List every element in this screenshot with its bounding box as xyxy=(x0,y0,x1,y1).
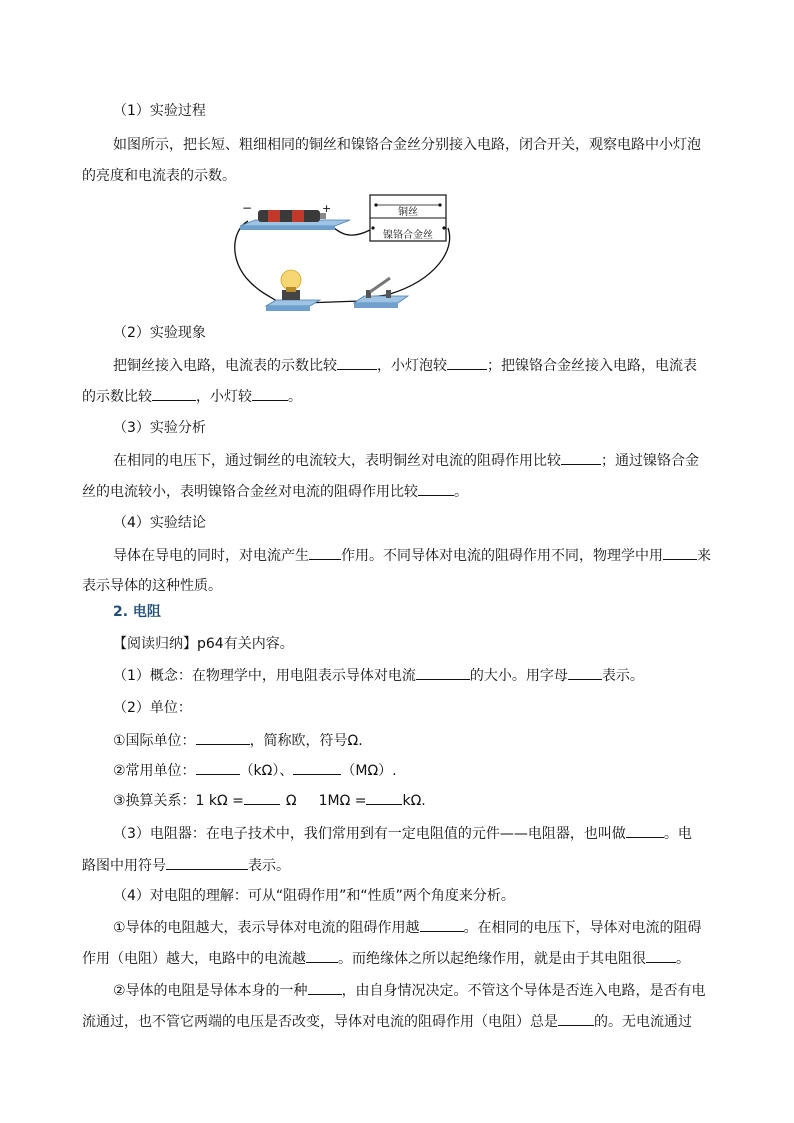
section2-line2 xyxy=(82,386,302,407)
understanding-1-a: ①导体的电阻越大，表示导体对电流的阻碍作用越 xyxy=(113,920,420,936)
section3-line2-a: 丝的电流较小，表明镍铬合金丝对电流的阻碍作用比较 xyxy=(82,484,418,500)
resistor-c: 路图中用符号 xyxy=(82,858,166,874)
part2-heading: 2. 电阻 xyxy=(113,604,161,620)
si-unit-a: ①国际单位： xyxy=(113,733,196,749)
answer-blank[interactable] xyxy=(558,1011,594,1026)
section1-title: （1）实验过程 xyxy=(113,103,206,119)
answer-blank[interactable] xyxy=(196,760,240,775)
property-d: 的。无电流通过 xyxy=(594,1014,692,1030)
understanding-line: （4）对电阻的理解：可从“阻碍作用”和“性质”两个角度来分析。 xyxy=(113,888,515,904)
answer-blank[interactable] xyxy=(561,450,601,465)
section2-line1 xyxy=(113,355,697,376)
wire-battery-to-bulb xyxy=(235,221,278,302)
copper-wire-label: 铜丝 xyxy=(398,207,418,218)
conversion-a: ③换算关系：1 kΩ = xyxy=(113,793,244,809)
understanding-1-line2 xyxy=(82,948,690,969)
si-unit-line xyxy=(113,730,363,751)
conversion-d: kΩ. xyxy=(402,793,426,809)
answer-blank[interactable] xyxy=(306,948,338,963)
property-a: ②导体的电阻是导体本身的一种 xyxy=(113,983,308,999)
conversion-line xyxy=(113,790,426,811)
section2-title: （2）实验现象 xyxy=(113,325,206,341)
concept-b: 的大小。用字母 xyxy=(469,668,568,684)
section4-line2: 表示导体的这种性质。 xyxy=(82,578,222,594)
unit-title: （2）单位： xyxy=(113,700,192,716)
answer-blank[interactable] xyxy=(244,790,280,805)
si-unit-b: ，简称欧，符号Ω. xyxy=(249,733,363,749)
property-c: 流通过，也不管它两端的电压是否改变，导体对电流的阻碍作用（电阻）总是 xyxy=(82,1014,558,1030)
answer-blank[interactable] xyxy=(366,790,402,805)
property-line2 xyxy=(82,1011,692,1032)
answer-blank[interactable] xyxy=(337,355,377,370)
property-b: ，由自身情况决定。不管这个导体是否连入电路，是否有电 xyxy=(341,983,706,999)
understanding-1-line1 xyxy=(113,917,702,938)
common-unit-c: （MΩ）. xyxy=(341,763,397,779)
battery-holder xyxy=(240,210,350,230)
section2-line2-b: ，小灯较 xyxy=(196,389,252,405)
answer-blank[interactable] xyxy=(152,386,196,401)
section3-line2 xyxy=(82,481,468,502)
section2-line1-c: ；把镍铬合金丝接入电路，电流表 xyxy=(487,358,697,374)
section3-line1 xyxy=(113,450,699,471)
common-unit-b: （kΩ）、 xyxy=(239,763,294,779)
answer-blank[interactable] xyxy=(420,917,464,932)
answer-blank[interactable] xyxy=(166,855,248,870)
concept-a: （1）概念：在物理学中，用电阻表示导体对电流 xyxy=(113,668,416,684)
resistor-line1 xyxy=(113,823,692,844)
conversion-c: 1MΩ = xyxy=(318,793,367,809)
section1-intro-line1: 如图所示，把长短、粗细相同的铜丝和镍铬合金丝分别接入电路，闭合开关，观察电路中小灯泡 xyxy=(113,137,701,153)
resistor-b: 。电 xyxy=(663,826,692,842)
section4-line1-a: 导体在导电的同时，对电流产生 xyxy=(113,548,309,564)
battery-plus-label: + xyxy=(322,202,332,215)
section1-intro-line2: 的亮度和电流表的示数。 xyxy=(82,168,236,184)
resistor-line2 xyxy=(82,855,290,876)
concept-c: 表示。 xyxy=(601,668,644,684)
common-unit-a: ②常用单位： xyxy=(113,763,196,779)
resistor-d: 表示。 xyxy=(248,858,290,874)
section3-line2-b: 。 xyxy=(454,484,468,500)
section3-line1-b: ；通过镍铬合金 xyxy=(601,453,699,469)
answer-blank[interactable] xyxy=(416,665,470,680)
answer-blank[interactable] xyxy=(418,481,454,496)
answer-blank[interactable] xyxy=(447,355,487,370)
light-bulb-icon xyxy=(281,270,301,292)
answer-blank[interactable] xyxy=(308,980,342,995)
section4-line1 xyxy=(113,545,711,566)
section4-line1-b: 作用。不同导体对电流的阻碍作用不同，物理学中用 xyxy=(341,548,663,564)
common-unit-line xyxy=(113,760,397,781)
answer-blank[interactable] xyxy=(646,948,676,963)
section2-line2-a: 的示数比较 xyxy=(82,389,152,405)
answer-blank[interactable] xyxy=(663,545,697,560)
understanding-2-b: 。而绝缘体之所以起绝缘作用，就是由于其电阻很 xyxy=(338,951,646,967)
understanding-2-c: 。 xyxy=(676,951,690,967)
section3-title: （3）实验分析 xyxy=(113,420,206,436)
switch xyxy=(354,278,408,308)
answer-blank[interactable] xyxy=(568,665,602,680)
battery-minus-label: − xyxy=(242,201,253,215)
section2-line1-a: 把铜丝接入电路，电流表的示数比较 xyxy=(113,358,337,374)
circuit-diagram xyxy=(230,190,460,320)
answer-blank[interactable] xyxy=(309,545,341,560)
resistor-a: （3）电阻器：在电子技术中，我们常用到有一定电阻值的元件——电阻器，也叫做 xyxy=(113,826,626,842)
understanding-2-a: 作用（电阻）越大，电路中的电流越 xyxy=(82,951,306,967)
conversion-b: Ω xyxy=(285,793,297,809)
answer-blank[interactable] xyxy=(252,386,288,401)
section4-line1-c: 来 xyxy=(697,548,711,564)
section3-line1-a: 在相同的电压下，通过铜丝的电流较大，表明铜丝对电流的阻碍作用比较 xyxy=(113,453,561,469)
property-line1 xyxy=(113,980,706,1001)
answer-blank[interactable] xyxy=(626,823,664,838)
reading-note: 【阅读归纳】p64有关内容。 xyxy=(113,636,294,652)
section2-line2-c: 。 xyxy=(288,389,302,405)
concept-line xyxy=(113,665,644,686)
section4-title: （4）实验结论 xyxy=(113,515,206,531)
answer-blank[interactable] xyxy=(196,730,250,745)
understanding-1-b: 。在相同的电压下，导体对电流的阻碍 xyxy=(463,920,702,936)
section2-line1-b: ，小灯泡较 xyxy=(377,358,447,374)
nichrome-wire-label: 镍铬合金丝 xyxy=(383,230,433,241)
bulb-holder xyxy=(266,290,320,311)
answer-blank[interactable] xyxy=(293,760,341,775)
